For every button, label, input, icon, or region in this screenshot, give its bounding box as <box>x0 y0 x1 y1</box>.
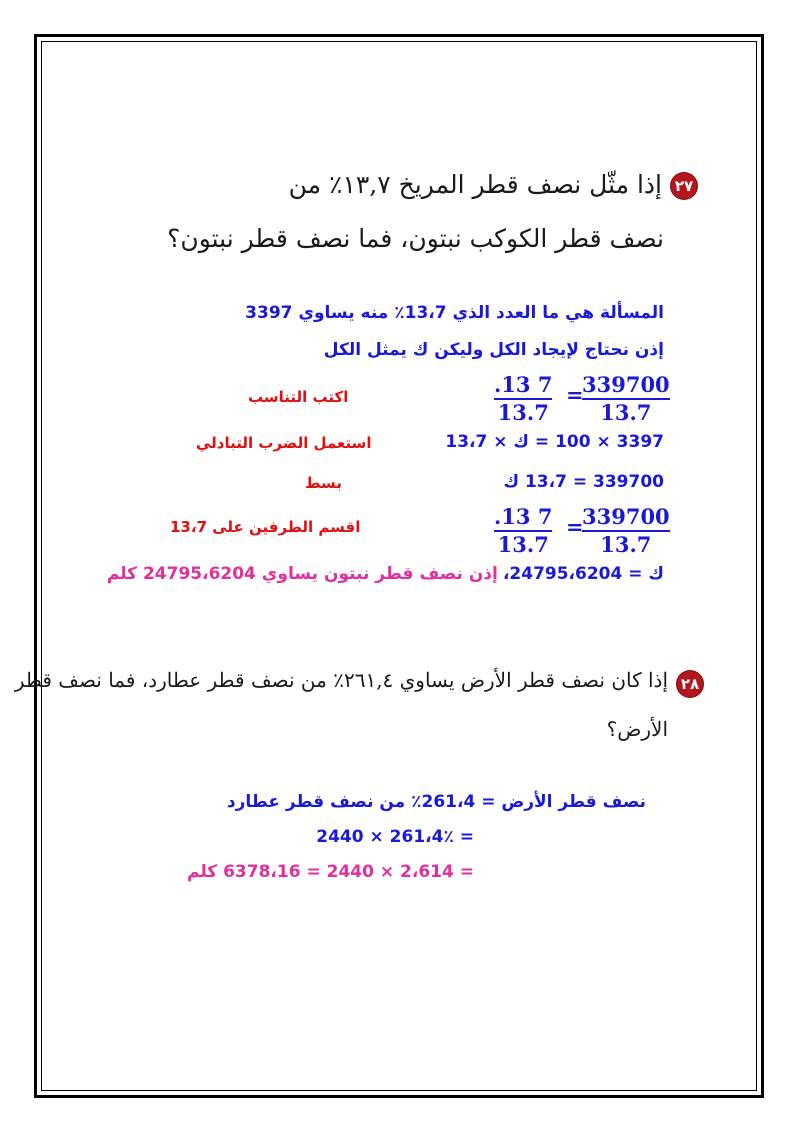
fraction-denominator: 13.7 <box>497 400 549 425</box>
fraction-right <box>494 373 552 425</box>
solution-27-simplify: 339700 = 13،7 ك <box>503 472 664 492</box>
hint-cross-multiplication: استعمل الضرب التبادلي <box>196 434 372 452</box>
hint-divide-both-sides: اقسم الطرفين على 13،7 <box>170 518 361 536</box>
question-number-badge: ٢٨ <box>677 671 703 697</box>
fraction-numerator: .13 7 <box>494 372 553 397</box>
fraction-right <box>494 505 552 557</box>
result-answer: إذن نصف قطر نبتون يساوي 24795،6204 كلم <box>106 564 498 584</box>
fraction-numerator: .13 7 <box>494 504 553 529</box>
question-27-line-2: نصف قطر الكوكب نبتون، فما نصف قطر نبتون؟ <box>167 224 664 253</box>
solution-28-step: = 261،4٪ × 2440 <box>316 827 474 847</box>
fraction-numerator: 339700 <box>582 372 670 397</box>
hint-simplify: بسط <box>305 474 342 492</box>
question-28-line-1: إذا كان نصف قطر الأرض يساوي ٢٦١,٤٪ من نصف قطر عطارد، فما نصف قطر <box>14 668 668 692</box>
question-number-badge: ٢٧ <box>671 173 697 199</box>
solution-27-cross-multiply: 3397 × 100 = ك × 13،7 <box>445 432 664 452</box>
fraction-denominator: 13.7 <box>600 532 652 557</box>
solution-28-answer: = 2،614 × 2440 = 6378،16 كلم <box>187 862 474 882</box>
question-28-line-2: الأرض؟ <box>606 717 668 741</box>
fraction-numerator: 339700 <box>582 504 670 529</box>
question-27-line-1: إذا مثّل نصف قطر المريخ ١٣,٧٪ من <box>288 170 662 199</box>
result-value: ك = 24795،6204، <box>502 564 664 584</box>
solution-28-statement: نصف قطر الأرض = 261،4٪ من نصف قطر عطارد <box>226 792 646 812</box>
hint-write-proportion: اكتب التناسب <box>248 388 349 406</box>
equals-sign: = <box>566 514 584 539</box>
equals-sign: = <box>566 382 584 407</box>
fraction-left <box>582 505 670 557</box>
fraction-denominator: 13.7 <box>497 532 549 557</box>
fraction-denominator: 13.7 <box>600 400 652 425</box>
solution-27-result <box>107 564 664 584</box>
solution-27-statement: المسألة هي ما العدد الذي 13،7٪ منه يساوي 3397 <box>245 303 664 323</box>
fraction-left <box>582 373 670 425</box>
solution-27-let-statement: إذن نحتاج لإيجاد الكل وليكن ك يمثل الكل <box>323 340 664 360</box>
